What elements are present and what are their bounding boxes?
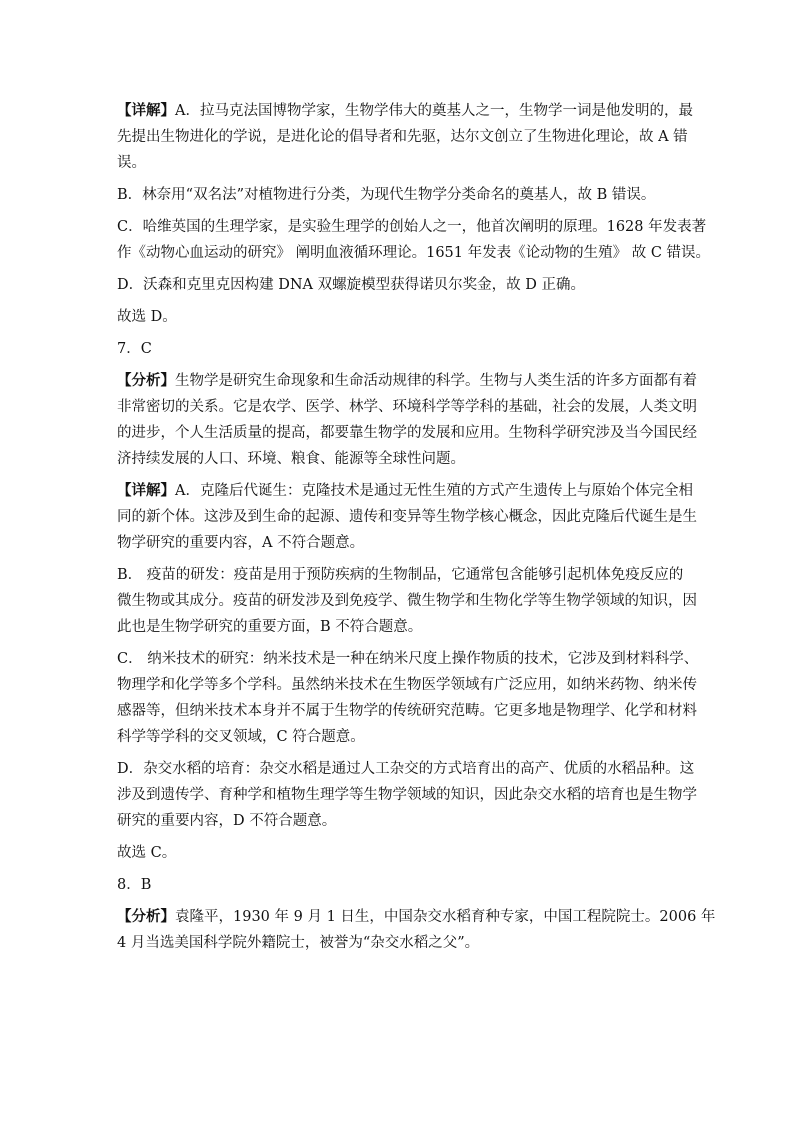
text-line xyxy=(117,124,688,150)
line-text: 袁隆平，1930 年 9 月 1 日生，中国杂交水稻育种专家，中国工程院院士。2006 年 xyxy=(175,909,716,925)
line-text: 生物学是研究生命现象和生命活动规律的科学。生物与人类生活的许多方面都有着 xyxy=(175,373,697,389)
text-line xyxy=(117,782,697,808)
line-text: 4 月当选美国科学院外籍院士，被誉为“杂交水稻之父”。 xyxy=(117,935,480,951)
line-text: 8．B xyxy=(117,877,152,893)
line-text: B．林奈用“双名法”对植物进行分类，为现代生物学分类命名的奠基人，故 B 错误。 xyxy=(117,187,656,203)
paragraph xyxy=(117,368,697,472)
text-line xyxy=(117,368,697,394)
line-text: B． 疫苗的研发：疫苗是用于预防疾病的生物制品，它通常包含能够引起机体免疫反应的 xyxy=(117,567,684,583)
line-text: 同的新个体。这涉及到生命的起源、遗传和变异等生物学核心概念，因此克隆后代诞生是生 xyxy=(117,509,697,525)
line-text: 物学研究的重要内容，A 不符合题意。 xyxy=(117,535,365,551)
line-text: 微生物或其成分。疫苗的研发涉及到免疫学、微生物学和生物化学等生物学领域的知识，因 xyxy=(117,593,697,609)
line-text: 的进步，个人生活质量的提高，都要靠生物学的发展和应用。生物科学研究涉及当今国民经 xyxy=(117,425,697,441)
text-line xyxy=(117,646,699,672)
text-line xyxy=(117,530,683,556)
text-line xyxy=(117,904,716,930)
text-line xyxy=(117,272,683,298)
line-text: D．杂交水稻的培育：杂交水稻是通过人工杂交的方式培育出的高产、优质的水稻品种。这 xyxy=(117,761,695,777)
paragraph xyxy=(117,336,683,362)
line-text: 物理学和化学等多个学科。虽然纳米技术在生物医学领域有广泛应用，如纳米药物、纳米传 xyxy=(117,677,697,693)
line-text: C．哈维英国的生理学家，是实验生理学的创始人之一，他首次阐明的原理。1628 年发表著 xyxy=(117,219,707,235)
line-text: 此也是生物学研究的重要方面，B 不符合题意。 xyxy=(117,619,423,635)
line-text: 故选 C。 xyxy=(117,845,177,861)
section-tag: 【分析】 xyxy=(117,372,175,389)
line-text: A．拉马克法国博物学家，生物学伟大的奠基人之一，生物学一词是他发明的，最 xyxy=(175,103,693,119)
text-line xyxy=(117,698,697,724)
document-page xyxy=(117,98,716,956)
text-line xyxy=(117,182,683,208)
text-line xyxy=(117,614,683,640)
paragraph xyxy=(117,272,683,298)
paragraph xyxy=(117,478,697,556)
paragraph xyxy=(117,98,693,176)
line-text: 感器等，但纳米技术本身并不属于生物学的传统研究范畴。它更多地是物理学、化学和材料 xyxy=(117,703,697,719)
text-line xyxy=(117,808,683,834)
text-line xyxy=(117,336,683,362)
text-line xyxy=(117,240,711,266)
section-tag: 【分析】 xyxy=(117,908,175,925)
paragraph xyxy=(117,840,683,866)
line-text: 研究的重要内容，D 不符合题意。 xyxy=(117,813,337,829)
paragraph xyxy=(117,646,699,750)
line-text: 作《动物心血运动的研究》 阐明血液循环理论。1651 年发表《论动物的生殖》 故 C 错误。 xyxy=(117,245,711,261)
line-text: A．克隆后代诞生：克隆技术是通过无性生殖的方式产生遗传上与原始个体完全相 xyxy=(175,483,693,499)
text-line xyxy=(117,840,683,866)
text-line xyxy=(117,446,683,472)
line-text: D．沃森和克里克因构建 DNA 双螺旋模型获得诺贝尔奖金，故 D 正确。 xyxy=(117,277,585,293)
text-line xyxy=(117,756,695,782)
text-line xyxy=(117,394,697,420)
text-line xyxy=(117,420,697,446)
text-line xyxy=(117,930,683,956)
text-line xyxy=(117,98,693,124)
line-text: 7．C xyxy=(117,341,152,357)
line-text: 非常密切的关系。它是农学、医学、林学、环境科学等学科的基础，社会的发展，人类文明 xyxy=(117,399,697,415)
text-line xyxy=(117,478,693,504)
paragraph xyxy=(117,562,697,640)
text-line xyxy=(117,304,683,330)
text-line xyxy=(117,150,683,176)
text-line xyxy=(117,562,683,588)
text-line xyxy=(117,504,697,530)
section-tag: 【详解】 xyxy=(117,102,175,119)
text-line xyxy=(117,672,697,698)
paragraph xyxy=(117,756,697,834)
paragraph xyxy=(117,872,683,898)
paragraph xyxy=(117,904,716,956)
line-text: 先提出生物进化的学说，是进化论的倡导者和先驱，达尔文创立了生物进化理论，故 A 错 xyxy=(117,129,688,145)
line-text: 科学等学科的交叉领域，C 符合题意。 xyxy=(117,729,365,745)
paragraph xyxy=(117,182,683,208)
text-line xyxy=(117,214,707,240)
text-line xyxy=(117,872,683,898)
text-line xyxy=(117,724,683,750)
paragraph xyxy=(117,304,683,330)
line-text: 故选 D。 xyxy=(117,309,177,325)
line-text: 济持续发展的人口、环境、粮食、能源等全球性问题。 xyxy=(117,451,465,467)
line-text: 涉及到遗传学、育种学和植物生理学等生物学领域的知识，因此杂交水稻的培育也是生物学 xyxy=(117,787,697,803)
text-line xyxy=(117,588,697,614)
line-text: 误。 xyxy=(117,155,146,171)
line-text: C． 纳米技术的研究：纳米技术是一种在纳米尺度上操作物质的技术，它涉及到材料科学、 xyxy=(117,651,699,667)
section-tag: 【详解】 xyxy=(117,482,175,499)
paragraph xyxy=(117,214,711,266)
